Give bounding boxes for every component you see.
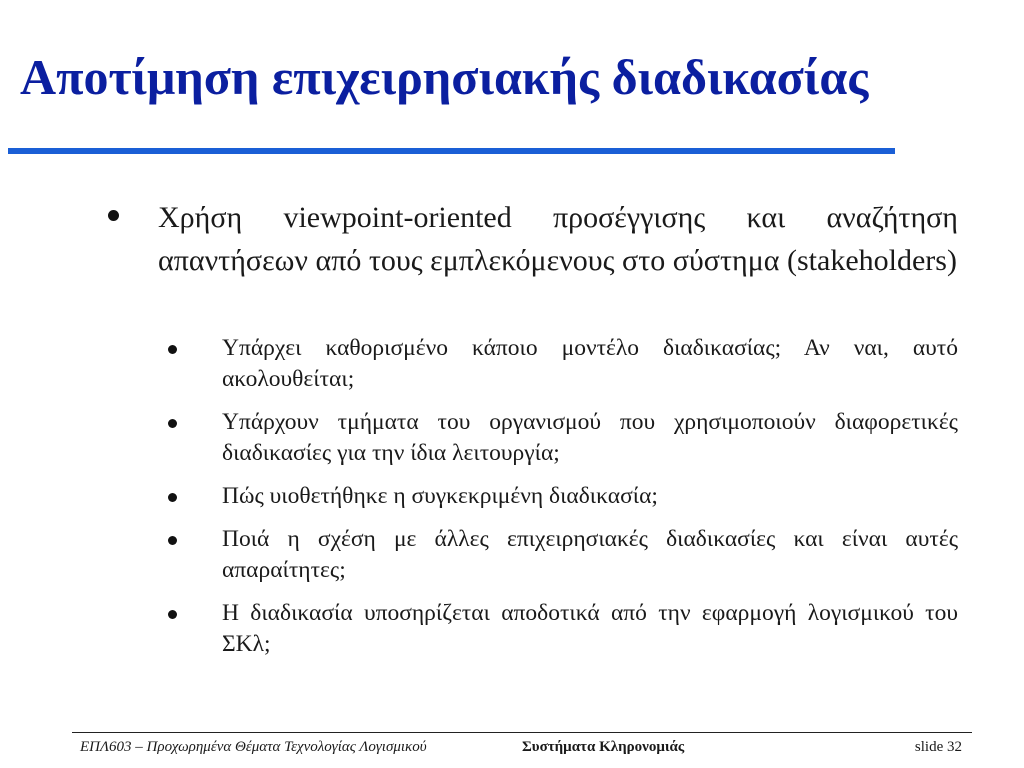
main-bullet: [108, 196, 958, 282]
main-bullet-text: Χρήση viewpoint-oriented προσέγγισης και αναζήτηση απαντήσεων από τους εμπλεκόμενους στο σύστημα (stakeholders): [158, 201, 958, 277]
sub-bullet-text: Ποιά η σχέση με άλλες επιχειρησιακές διαδικασίες και είναι αυτές απαραίτητες;: [222, 526, 958, 583]
footer-course: ΕΠΛ603 – Προχωρημένα Θέματα Τεχνολογίας Λογισμικού: [80, 739, 427, 755]
slide-title: Αποτίμηση επιχειρησιακής διαδικασίας: [20, 49, 869, 105]
sub-bullet-item: [168, 333, 958, 395]
bullet-dot-icon: [168, 610, 177, 619]
sub-bullet-text: Πώς υιοθετήθηκε η συγκεκριμένη διαδικασία;: [222, 483, 658, 509]
bullet-dot-icon: [108, 210, 119, 221]
footer-divider: [72, 732, 972, 733]
sub-bullet-item: [168, 407, 958, 469]
bullet-dot-icon: [168, 419, 177, 428]
bullet-dot-icon: [168, 345, 177, 354]
bullet-dot-icon: [168, 536, 177, 545]
sub-bullet-text: Η διαδικασία υποσηρίζεται αποδοτικά από την εφαρμογή λογισμικού του ΣΚλ;: [222, 600, 958, 657]
footer-topic: Συστήματα Κληρονομιάς: [522, 739, 685, 755]
sub-bullet-list: [168, 333, 958, 672]
title-underline: [8, 148, 895, 154]
sub-bullet-item: [168, 524, 958, 586]
sub-bullet-text: Υπάρχουν τμήματα του οργανισμού που χρησιμοποιούν διαφορετικές διαδικασίες για την ίδια λειτουργία;: [222, 409, 958, 466]
sub-bullet-item: [168, 481, 958, 512]
bullet-dot-icon: [168, 493, 177, 502]
sub-bullet-text: Υπάρχει καθορισμένο κάποιο μοντέλο διαδικασίας; Αν ναι, αυτό ακολουθείται;: [222, 335, 958, 392]
sub-bullet-item: [168, 598, 958, 660]
footer-slide-number: slide 32: [914, 739, 962, 755]
